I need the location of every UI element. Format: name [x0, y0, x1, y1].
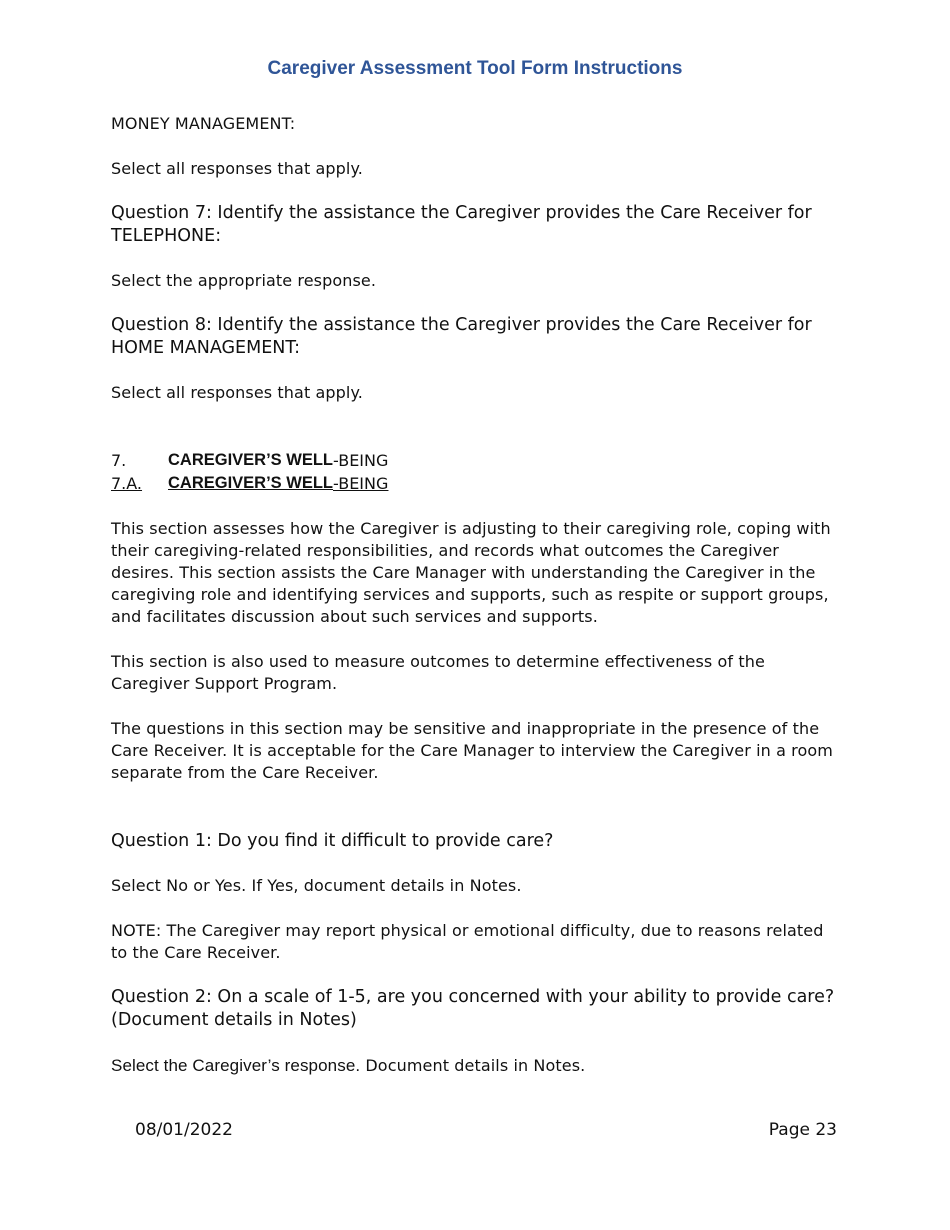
subsection-title-bold: CAREGIVER’S WELL [168, 474, 334, 492]
section-heading [111, 449, 841, 472]
subsection-title-rest: -BEING [333, 474, 389, 493]
section-paragraph-1: This section assesses how the Caregiver is adjusting to their caregiving role, coping with their caregiving-related responsibilities, and records what outcomes the Caregiver desires. This section assists the Care Manager with understanding the Caregiver in the caregiving role and identifying services and supports, such as respite or support groups, and facilitates discussion about such services and supports. [111, 519, 831, 626]
question-1: Question 1: Do you find it difficult to provide care? [111, 831, 554, 851]
question-1-note: NOTE: The Caregiver may report physical or emotional difficulty, due to reasons related to the Care Receiver. [111, 921, 824, 962]
footer-date: 08/01/2022 [135, 1120, 233, 1140]
question-8: Question 8: Identify the assistance the Caregiver provides the Care Receiver for HOME MANAGEMENT: [111, 315, 812, 358]
question-2: Question 2: On a scale of 1-5, are you concerned with your ability to provide care? (Document details in Notes) [111, 987, 835, 1030]
section-paragraph-2: This section is also used to measure outcomes to determine effectiveness of the Caregiver Support Program. [111, 652, 765, 693]
page-title: Caregiver Assessment Tool Form Instructions [267, 58, 683, 79]
document-body [111, 113, 841, 1077]
question-7: Question 7: Identify the assistance the Caregiver provides the Care Receiver for TELEPHONE: [111, 203, 812, 246]
section-title-rest: -BEING [333, 451, 389, 470]
section-paragraph-3: The questions in this section may be sensitive and inappropriate in the presence of the Care Receiver. It is acceptable for the Care Manager to interview the Caregiver in a room separate from the Care Receiver. [111, 719, 833, 782]
section-title-bold: CAREGIVER’S WELL [168, 451, 334, 469]
question-2-instruction-part1: Select the Caregiver’s response. [111, 1056, 361, 1075]
footer-page-number: Page 23 [768, 1120, 837, 1140]
question-7-instruction: Select the appropriate response. [111, 271, 377, 290]
question-1-instruction: Select No or Yes. If Yes, document details in Notes. [111, 876, 522, 895]
question-2-instruction-part2: Document details in Notes. [360, 1056, 586, 1075]
money-management-heading: MONEY MANAGEMENT: [111, 114, 296, 133]
subsection-number: 7.A. [111, 474, 143, 493]
question-2-instruction [111, 1055, 841, 1077]
money-management-instruction: Select all responses that apply. [111, 159, 363, 178]
subsection-heading [111, 472, 841, 495]
section-number: 7. [111, 451, 127, 470]
question-8-instruction: Select all responses that apply. [111, 383, 363, 402]
